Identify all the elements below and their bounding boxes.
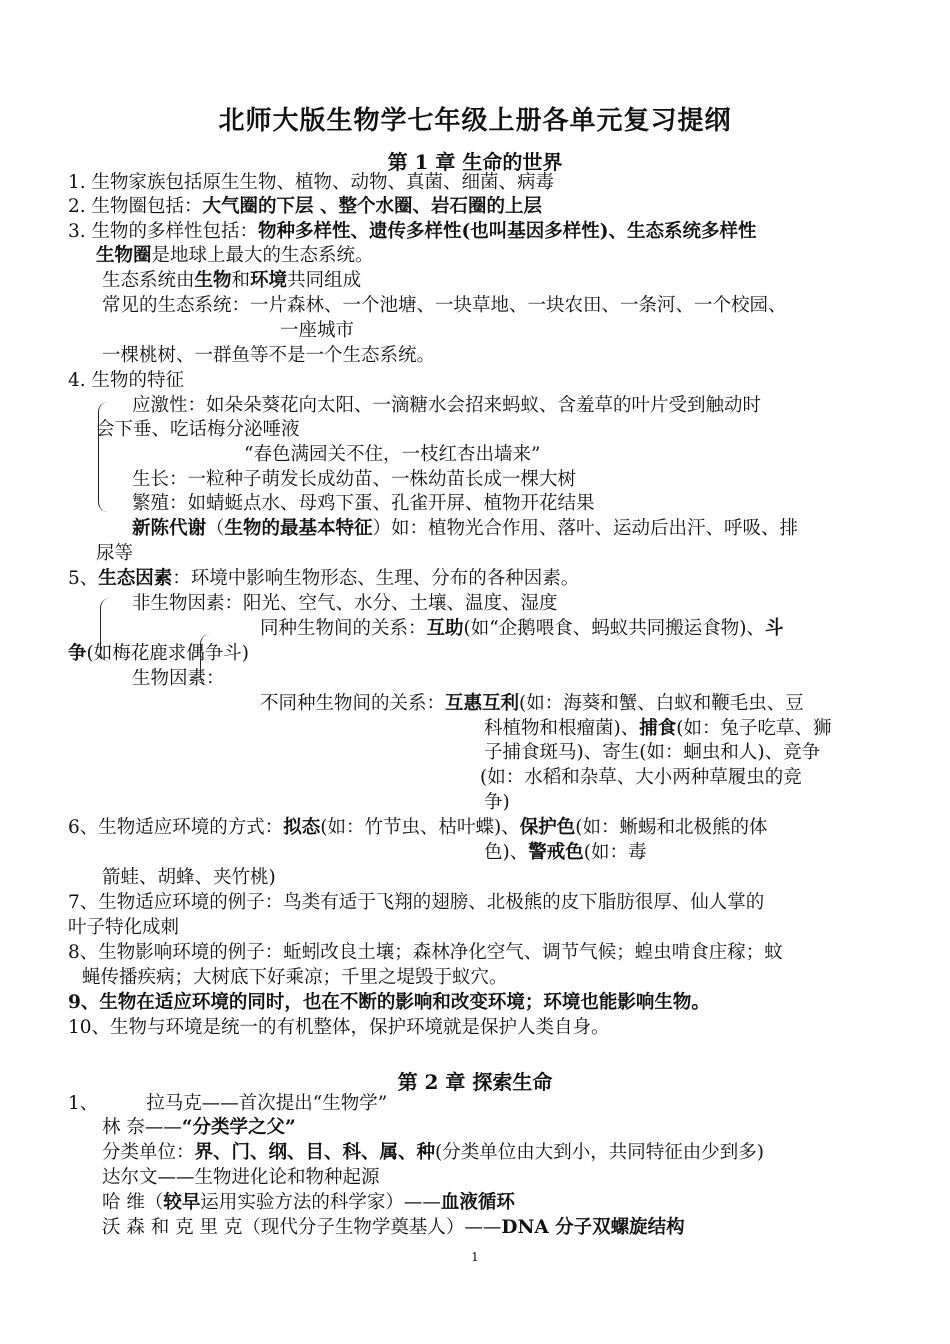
chapter-1-heading: 第 1 章 生命的世界: [387, 150, 563, 174]
line-1-7: 一座城市: [280, 320, 355, 341]
line-1-6: 常见的生态系统：一片森林、一个池塘、一块草地、一块农田、一条河、一个校园、: [102, 295, 787, 316]
line-2-1: 1、 拉马克——首次提出“生物学”: [68, 1093, 388, 1114]
page-number: 1: [471, 1250, 479, 1264]
line-1-34: 9、生物在适应环境的同时，也在不断的影响和改变环境；环境也能影响生物。: [68, 992, 710, 1013]
line-1-22: 不同种生物间的关系：互惠互利(如：海葵和蟹、白蚁和鞭毛虫、豆: [260, 693, 804, 714]
line-1-5: 生态系统由生物和环境共同组成: [102, 270, 362, 291]
line-2-6: 沃 森 和 克 里 克（现代分子生物学奠基人）——DNA 分子双螺旋结构: [102, 1217, 685, 1238]
line-1-8: 一棵桃树、一群鱼等不是一个生态系统。: [102, 345, 436, 366]
line-1-1: 1. 生物家族包括原生生物、植物、动物、真菌、细菌、病毒: [68, 172, 555, 193]
line-1-31: 叶子特化成刺: [68, 917, 180, 938]
line-1-14: 繁殖：如蜻蜓点水、母鸡下蛋、孔雀开屏、植物开花结果: [132, 493, 595, 514]
line-1-28: 色)、警戒色(如：毒: [484, 842, 647, 863]
document-title: 北师大版生物学七年级上册各单元复习提纲: [218, 106, 732, 136]
line-1-20: 争(如梅花鹿求偶争斗): [68, 643, 249, 664]
line-1-11: 会下垂、吃话梅分泌唾液: [96, 419, 300, 440]
line-2-4: 达尔文——生物进化论和物种起源: [102, 1167, 380, 1188]
line-1-33: 蝇传播疾病；大树底下好乘凉；千里之堤毁于蚁穴。: [82, 967, 508, 988]
line-1-21: 生物因素：: [132, 668, 225, 689]
line-1-16: 尿等: [96, 543, 134, 564]
chapter-2-heading: 第 2 章 探索生命: [397, 1070, 553, 1094]
line-1-12: “春色满园关不住，一枝红杏出墙来”: [244, 444, 541, 465]
line-1-25: (如：水稻和杂草、大小两种草履虫的竞: [480, 767, 802, 788]
line-1-29: 箭蛙、胡蜂、夹竹桃): [102, 867, 276, 888]
line-1-23: 科植物和根瘤菌)、捕食(如：兔子吃草、狮: [484, 718, 832, 739]
line-1-30: 7、生物适应环境的例子：鸟类有适于飞翔的翅膀、北极熊的皮下脂肪很厚、仙人掌的: [68, 892, 765, 913]
line-1-15: 新陈代谢（生物的最基本特征）如：植物光合作用、落叶、运动后出汗、呼吸、排: [132, 518, 799, 539]
line-1-17: 5、生态因素：环境中影响生物形态、生理、分布的各种因素。: [68, 568, 580, 589]
line-1-2: 2. 生物圈包括：大气圈的下层 、整个水圈、岩石圈的上层: [68, 196, 542, 217]
line-1-19: 同种生物间的关系：互助(如“企鹅喂食、蚂蚁共同搬运食物)、斗: [260, 618, 784, 639]
line-1-4: 生物圈是地球上最大的生态系统。: [96, 245, 374, 266]
line-1-27: 6、生物适应环境的方式：拟态(如：竹节虫、枯叶蝶)、保护色(如：蜥蜴和北极熊的体: [68, 817, 768, 838]
line-1-26: 争): [484, 792, 510, 813]
line-1-13: 生长：一粒种子萌发长成幼苗、一株幼苗长成一棵大树: [132, 469, 577, 490]
line-1-18: 非生物因素：阳光、空气、水分、土壤、温度、湿度: [132, 593, 558, 614]
line-1-10: 应激性：如朵朵葵花向太阳、一滴糖水会招来蚂蚁、含羞草的叶片受到触动时: [132, 395, 762, 416]
line-1-3: 3. 生物的多样性包括：物种多样性、遗传多样性(也叫基因多样性)、生态系统多样性: [68, 221, 757, 242]
line-2-2: 林 奈——“分类学之父”: [102, 1117, 296, 1138]
line-1-24: 子捕食斑马)、寄生(如：蛔虫和人)、竞争: [484, 742, 821, 763]
line-2-3: 分类单位：界、门、纲、目、科、属、种(分类单位由大到小，共同特征由少到多): [102, 1142, 764, 1163]
line-1-32: 8、生物影响环境的例子：蚯蚓改良土壤；森林净化空气、调节气候；蝗虫啃食庄稼；蚊: [68, 942, 783, 963]
line-1-9: 4. 生物的特征: [68, 370, 185, 391]
line-2-5: 哈 维（较早运用实验方法的科学家）——血液循环: [102, 1192, 515, 1213]
line-1-35: 10、生物与环境是统一的有机整体，保护环境就是保护人类自身。: [68, 1017, 610, 1038]
